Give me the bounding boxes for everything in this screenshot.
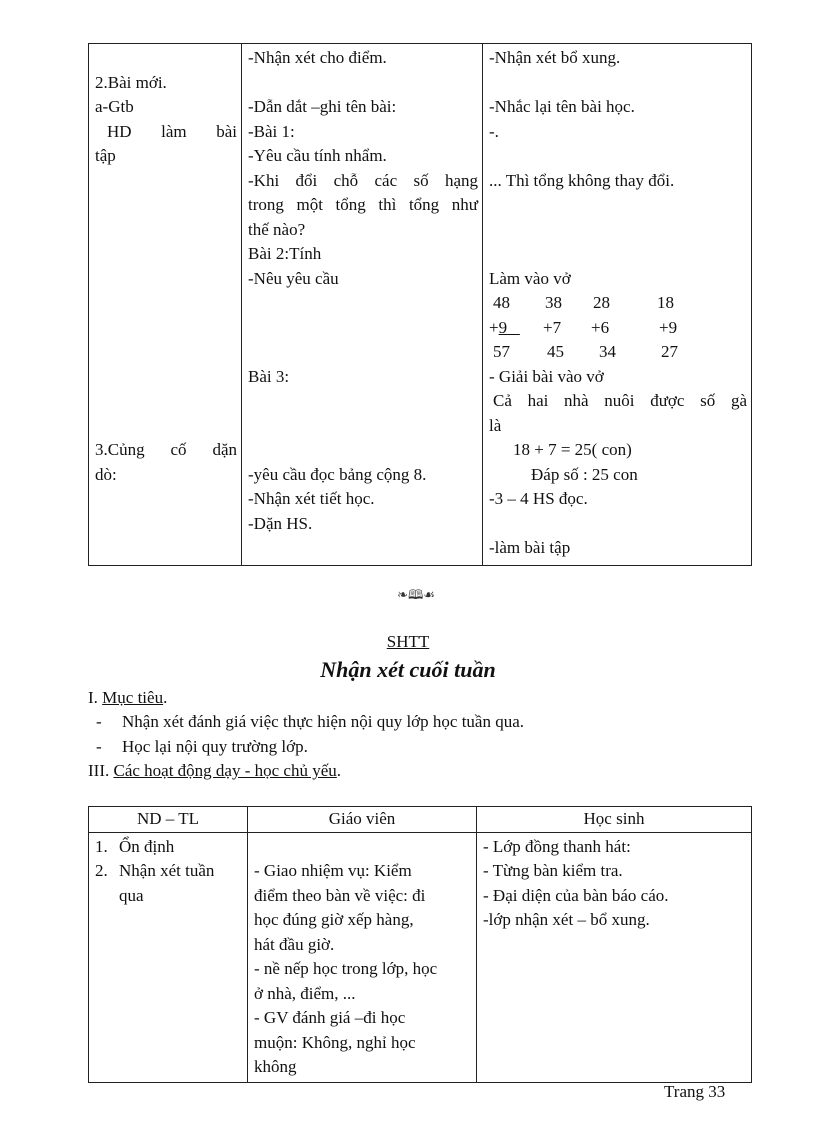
exercise-2-label: Bài 2:Tính (248, 244, 322, 263)
student-line: - Lớp đồng thanh hát: (483, 836, 631, 856)
header-student: Học sinh (477, 807, 752, 833)
teacher-line: -Yêu cầu tính nhẩm. (248, 146, 387, 165)
solution-equation: 18 + 7 = 25( con) (513, 440, 632, 459)
intro-label: a-Gtb (95, 97, 134, 116)
lesson-col-teacher (242, 44, 483, 566)
lesson-col-student (483, 44, 752, 566)
exercise-3-label: Bài 3: (248, 366, 290, 386)
student-line: - Đại diện của bàn báo cáo. (483, 885, 669, 905)
shtt-label: SHTT (386, 632, 430, 651)
teacher-line: -Nêu yêu cầu (248, 268, 339, 288)
calc-row-results: 57 45 34 27 (493, 342, 678, 361)
student-line: -3 – 4 HS đọc. (489, 489, 588, 508)
teacher-line: muộn: Không, nghỉ học (254, 1032, 416, 1052)
week-col-teacher (248, 832, 477, 1082)
item-review-cont: qua (119, 885, 144, 905)
student-line: ... Thì tổng không thay đổi. (489, 170, 675, 190)
item-stabilize: Ổn định (119, 836, 175, 856)
student-line: - Giải bài vào vở (489, 366, 604, 386)
lesson-table (88, 43, 752, 566)
teacher-line: -Dặn HS. (248, 513, 313, 533)
student-line: -. (489, 121, 499, 141)
header-content: ND – TL (89, 807, 248, 833)
guide-label-cont: tập (95, 146, 116, 165)
student-line: -lớp nhận xét – bổ xung. (483, 910, 650, 929)
teacher-question: thế nào? (248, 219, 306, 239)
teacher-line: không (254, 1057, 297, 1076)
teacher-line: -Nhận xét cho điểm. (248, 48, 387, 67)
student-line: -làm bài tập (489, 538, 571, 557)
guide-label: HD làm bài (107, 121, 237, 141)
teacher-line: -Bài 1: (248, 121, 295, 141)
teacher-line: điểm theo bàn về việc: đi (254, 885, 426, 905)
teacher-line: - GV đánh giá –đi học (254, 1008, 406, 1027)
student-line: Cả hai nhà nuôi được số gà (493, 391, 747, 410)
activities-heading: III. Các hoạt động dạy - học chủ yếu. (88, 761, 342, 780)
header-teacher: Giáo viên (248, 807, 477, 833)
teacher-line: -Dẫn dắt –ghi tên bài: (248, 97, 397, 116)
student-line: là (489, 415, 502, 435)
page-title: Nhận xét cuối tuần (320, 657, 496, 682)
week-review-table (88, 806, 752, 1083)
page-number: Trang 33 (664, 1082, 726, 1101)
teacher-line: học đúng giờ xếp hàng, (254, 910, 414, 929)
teacher-line: -Nhận xét tiết học. (248, 489, 375, 508)
book-ornament-icon: ❧🕮☙ (397, 587, 435, 602)
student-line: -Nhắc lại tên bài học. (489, 97, 635, 116)
calc-row-addends: +9 +7 +6 +9 (489, 317, 678, 337)
student-line: - Từng bàn kiểm tra. (483, 861, 623, 880)
teacher-question: -Khi đổi chỗ các số hạng (248, 170, 478, 190)
objectives-heading: I. Mục tiêu. (88, 688, 168, 707)
teacher-line: -yêu cầu đọc bảng cộng 8. (248, 464, 427, 484)
teacher-line: hát đầu giờ. (254, 934, 335, 954)
consolidate-label-cont: dò: (95, 464, 117, 484)
teacher-line: - Giao nhiệm vụ: Kiểm (254, 861, 412, 880)
calc-row-operands: 48 38 28 18 (493, 293, 674, 312)
solution-answer: Đáp số : 25 con (531, 464, 638, 484)
consolidate-label: 3.Củng cố dặn (95, 440, 237, 459)
teacher-question: trong một tổng thì tổng như (248, 195, 478, 214)
item-review: Nhận xét tuần (119, 861, 215, 880)
objective-item: - Học lại nội quy trường lớp. (96, 737, 308, 756)
section-new-lesson: 2.Bài mới. (95, 72, 167, 92)
student-line: -Nhận xét bổ xung. (489, 48, 621, 67)
teacher-line: - nề nếp học trong lớp, học (254, 959, 438, 978)
objective-item: - Nhận xét đánh giá việc thực hiện nội quy lớp học tuần qua. (96, 712, 525, 731)
week-col-student (477, 832, 752, 1082)
week-col-content: 1. Ổn định 2. Nhận xét tuần qua (89, 832, 248, 1082)
lesson-col-content (89, 44, 242, 566)
teacher-line: ở nhà, điểm, ... (254, 983, 356, 1003)
student-line: Làm vào vở (489, 268, 571, 288)
